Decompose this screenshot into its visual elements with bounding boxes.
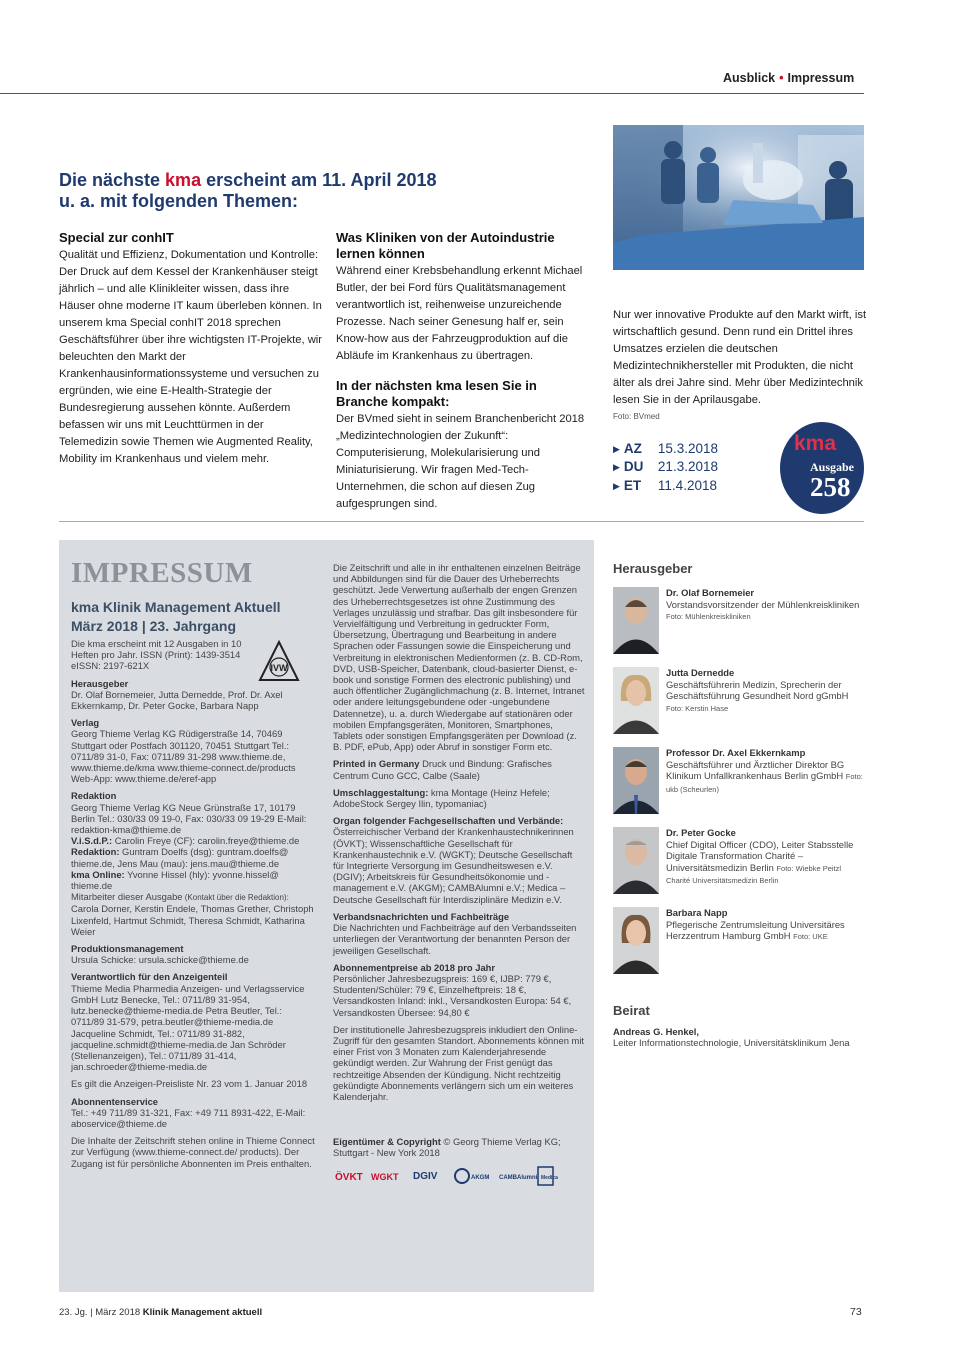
block-heading: Verlag <box>71 717 100 729</box>
medica-logo: Medica <box>541 1175 558 1181</box>
inline-label: kma Online: <box>71 868 125 880</box>
article-body: Der BVmed sieht in seinem Branchenbericht 2018 „Medizintechnologien der Zukunft“: Computerisierung, Molekularisierung und Miniaturisierung. Wir fragen Med-Tech-Unternehmen, die schon auf diesen Zug aufgesprungen sind. <box>336 413 585 510</box>
person-name: Barbara Napp <box>666 907 728 918</box>
article-title: In der nächsten kma lesen Sie in Branche kompakt: <box>336 378 537 409</box>
top-rule <box>0 93 864 94</box>
herausgeber-heading: Herausgeber <box>613 561 693 576</box>
person-name: Dr. Peter Gocke <box>666 827 736 838</box>
portrait-photo <box>613 587 659 654</box>
date-value: 21.3.2018 <box>657 459 718 474</box>
date-code: DU <box>623 459 644 474</box>
headline-post: erscheint am 11. April 2018 <box>201 170 437 190</box>
inline-label: Eigentümer & Copyright <box>333 1136 441 1148</box>
block-heading: Redaktion <box>71 790 117 802</box>
portrait-photo <box>613 827 659 894</box>
block-text: Carola Dorner, Kerstin Endele, Thomas Grether, Christoph Lixenfeld, Hartmut Schmidt, Theresa Schmidt, Katharina Weier <box>71 903 314 937</box>
block-text: Georg Thieme Verlag KG Rüdigerstraße 14, 70469 Stuttgart oder Postfach 301120, 70451 Stuttgart Tel.: 0711/89 31-0, Fax: 0711/89 31-298 www.thieme.de, www.thieme.de/kma www.thieme-connect.de/products Web-App: www.thieme.de/eref-app <box>71 728 296 785</box>
ivw-text: IVW <box>270 663 288 673</box>
inline-text: © Georg Thieme Verlag KG; Stuttgart - New York 2018 <box>333 1136 561 1159</box>
person-role: Pflegerische Zentrumsleitung Universitäres Herzzentrum Hamburg GmbH <box>666 918 845 941</box>
block-text: Die Zeitschrift und alle in ihr enthaltenen einzelnen Beiträge und Abbildungen sind für die Dauer des Urheberrechts geschützt. Jede Verwertung außerhalb der engen Grenzen des Urheberrechtsgesetzes ist ohne Zustimmung des Verlages unzulässig und strafbar. Das gilt insbesondere für Vervielfältigung und Verbreitung in gedruckter Form, Übersetzung, Übertragung und Bearbeitung in andere Sprachen oder Fassungen sowie die Einspeicherung und Verbreitung in elektronischen Medienformen (z. B. CD-Rom, DVD, USB-Speicher, Datenbank, cloud-basierter Dienst, e-book und sonstige Formen des electronic publishing) und auch öffentlicher Zugänglichmachung (z. B. Internet, Intranet oder andere leitungsgebundene oder -ungebundene Datennetze), u. a. durch Wiedergabe auf stationären oder mobilen Empfangsgeräten, Monitoren, Smartphones, Tablets oder sonstigen Empfangsgeräten per Download (z. B. PDF, ePub, App) oder Abruf in sonstiger Form etc. <box>333 562 585 753</box>
impressum-column-1 <box>71 638 316 1169</box>
date-value: 11.4.2018 <box>657 478 717 493</box>
block-text: Es gilt die Anzeigen-Preisliste Nr. 23 vom 1. Januar 2018 <box>71 1078 308 1090</box>
impressum-title: IMPRESSUM <box>71 557 253 589</box>
akgm-logo: AKGM <box>471 1175 490 1181</box>
section-divider <box>59 521 864 522</box>
block-text: Tel.: +49 711/89 31-321, Fax: +49 711 8931-422, E-Mail: aboservice@thieme.de <box>71 1106 306 1129</box>
footer-issue-text: 23. Jg. | März 2018 <box>59 1307 143 1318</box>
block-heading: Abonnementpreise ab 2018 pro Jahr <box>333 961 496 973</box>
operating-room-photo <box>613 125 864 270</box>
block-text: Ursula Schicke: ursula.schicke@thieme.de <box>71 954 249 966</box>
beirat-text <box>613 1026 853 1048</box>
person-role: Geschäftsführerin Medizin, Sprecherin der Geschäftsführung Gesundheit Nord gGmbH <box>666 678 849 701</box>
photo-credit: Foto: Kerstin Hase <box>666 703 729 713</box>
block-text: Die Inhalte der Zeitschrift stehen online in Thieme Connect zur Verfügung (www.thieme-connect.de/ products). Der Zugang ist für persönliche Abonnenten im Preis enthalten. <box>71 1135 315 1169</box>
date-row <box>613 441 733 456</box>
article-conhit <box>59 230 324 468</box>
date-row <box>613 459 733 474</box>
portrait-photo <box>613 667 659 734</box>
inline-text: Carolin Freye (CF): carolin.freye@thieme.de <box>112 835 300 847</box>
article-autoindustrie <box>336 230 588 513</box>
beirat-role: Leiter Informationstechnologie, Universitätsklinikum Jena <box>613 1037 850 1049</box>
triangle-icon: ▶ <box>613 462 620 472</box>
block-heading: Verbandsnachrichten und Fachbeiträge <box>333 910 510 922</box>
article-body: Während einer Krebsbehandlung erkennt Michael Butler, der bei Ford fürs Qualitätsmanagement verantwortlich ist, reihenweise unzureichende Prozesse. Nach seiner Genesung half er, sein Know-how aus der Fahrzeugproduktion auf die Abläufe im Krankenhaus zu übertragen. <box>336 265 583 362</box>
article-title: Was Kliniken von der Autoindustrie lernen können <box>336 230 555 261</box>
cambalumni-logo: CAMBAlumni <box>499 1175 538 1181</box>
issue-badge <box>780 422 864 514</box>
section-label: Ausblick <box>723 71 776 85</box>
badge-number: 258 <box>810 472 851 502</box>
article-title: Special zur conhIT <box>59 230 174 245</box>
separator-dot: • <box>779 71 784 85</box>
photo-credit: Foto: BVmed <box>613 412 660 421</box>
date-value: 15.3.2018 <box>657 441 718 456</box>
impressum-column-2 <box>333 562 585 1159</box>
block-text: Thieme Media Pharmedia Anzeigen- und Verlagsservice GmbH Lutz Benecke, Tel.: 0711/89 31-954, lutz.benecke@thieme-media.de Petra Beutler, Tel.: 0711/89 31-579, petra.beutler@thieme-media.de Jacqueline Schmidt, Tel.: 0711/89 31-882, jacqueline.schmidt@thieme-media.de Jan Schröder (Stellenanzeigen), Tel.: 0711/89 31-414, jan.schroeder@thieme-media.de <box>71 982 305 1073</box>
inline-label: Redaktion: <box>71 846 120 858</box>
block-text: Die Nachrichten und Fachbeiträge auf den Verbandsseiten unterliegen der Verantwortung der benannten Person der jeweiligen Gesellschaft. <box>333 922 577 956</box>
photo-credit: Foto: UKE <box>793 932 828 941</box>
inline-label: Printed in Germany <box>333 758 420 770</box>
inline-note: (Kontakt über die Redaktion): <box>182 893 289 903</box>
footer-magazine: Klinik Management aktuell <box>142 1307 263 1318</box>
badge-brand: kma <box>794 432 837 455</box>
person-role: Vorstandsvorsitzender der Mühlenkreiskliniken <box>666 598 860 610</box>
triangle-icon: ▶ <box>613 481 620 491</box>
photo-credit: Foto: ukb (Scheurlen) <box>666 772 863 794</box>
inline-label: Umschlaggestaltung: <box>333 786 429 798</box>
portrait-photo <box>613 747 659 814</box>
person-name: Jutta Dernedde <box>666 667 735 678</box>
person-role: Chief Digital Officer (CDO), Leiter Stabsstelle Digitale Transformation Charité – Universitätsmedizin Berlin <box>666 838 854 873</box>
block-heading: Produktionsmanagement <box>71 943 184 955</box>
block-text: Georg Thieme Verlag KG Neue Grünstraße 17, 10179 Berlin Tel.: 030/33 09 19-0, Fax: 030/33 09 19-29 E-Mail: redaktion-kma@thieme.de <box>71 801 307 836</box>
ovkt-logo: ÖVKT <box>335 1172 363 1183</box>
block-text: Der institutionelle Jahresbezugspreis inkludiert den Online-Zugriff für den gesamten Standort. Abonnements können mit einer Frist von 3 Monaten zum Kalenderjahresende gekündigt werden. Zur Wahrung der Frist genügt das rechtzeitige Absenden der Kündigung. Nicht rechtzeitig gekündigte Abonnements verlängern sich um ein weiteres Kalenderjahr. <box>333 1023 585 1102</box>
person-role: Geschäftsführer und Ärztlicher Direktor BG Klinikum Unfallkrankenhaus Berlin gGmbH <box>666 758 845 781</box>
wgkt-logo: WGKT <box>371 1172 399 1182</box>
block-heading: Organ folgender Fachgesellschaften und Verbände: <box>333 815 564 827</box>
block-heading: Verantwortlich für den Anzeigenteil <box>71 971 228 983</box>
article-body: Qualität und Effizienz, Dokumentation und Kontrolle: Der Druck auf dem Kessel der Krankenhäuser steigt jährlich – und alle Klinikleiter wissen, dass ihre Häuser ohne moderne IT kaum überleben können. In unserem kma Special conhIT 2018 sprechen Geschäftsführer über ihre wichtigsten IT-Projekte, wir beleuchten den Markt der Krankenhausinformationssysteme und versuchen zu ergründen, wie eine E-Health-Strategie der Bundesregierung aussehen könnte. Außerdem befassen wir uns mit Leuchttürmen in der Telemedizin sowie Themen wie Augmented Reality, Mobility im Krankenhaus und vielem mehr. <box>59 249 323 465</box>
magazine-info <box>71 598 281 636</box>
date-code: ET <box>623 478 642 493</box>
date-code: AZ <box>623 441 642 456</box>
inline-text: Druck und Bindung: Grafisches Centrum Cuno GCC, Calbe (Saale) <box>333 758 552 781</box>
preview-headline <box>59 170 579 212</box>
association-logos <box>333 1166 563 1186</box>
headline-pre: Die nächste <box>59 170 166 190</box>
block-text: Österreichischer Verband der Krankenhaustechnikerinnen (ÖVKT); Wissenschaftliche Gesellschaft für Krankenhaustechnik e.V. (WGKT); Deutsche Gesellschaft für Integrierte Versorgung im Gesundheitswesen e.V. (DGIV); Arbeitskreis für Gesundheitsökonomie und -management e.V. (AKGM); CAMBAlumni e.V.; Medica – Deutsche Gesellschaft für Interdisziplinäre Medizin e.V. <box>333 826 574 905</box>
block-text: Persönlicher Jahresbezugspreis: 169 €, IJBP: 779 €, Studenten/Schüler: 79 €, Einzelheftpreis: 18 €, Versandkosten Inland: inkl., Versandkosten Europa: 54 €, Versandkosten Übersee: 94,80 € <box>333 972 572 1018</box>
block-text: Dr. Olaf Bornemeier, Jutta Dernedde, Prof. Dr. Axel Ekkernkamp, Dr. Peter Gocke, Barbara Napp <box>71 688 283 712</box>
person-name: Dr. Olaf Bornemeier <box>666 587 755 598</box>
inline-text: kma Montage (Heinz Hefele; AdobeStock Sergey Ilin, typomaniac) <box>333 786 550 810</box>
block-heading: Herausgeber <box>71 677 129 689</box>
running-header <box>723 71 854 85</box>
headline-brand: kma <box>165 170 202 190</box>
person-name: Professor Dr. Axel Ekkernkamp <box>666 747 806 758</box>
inline-label: V.i.S.d.P.: <box>71 835 113 847</box>
inline-text: Mitarbeiter dieser Ausgabe <box>71 891 183 903</box>
headline-line2: u. a. mit folgenden Themen: <box>59 191 299 211</box>
page-label: Impressum <box>787 71 855 85</box>
inline-text: Yvonne Hissel (hly): yvonne.hissel@ thieme.de <box>71 868 279 892</box>
photo-caption: Nur wer innovative Produkte auf den Markt wirft, ist wirtschaftlich gesund. Denn rund ein Drittel ihres Umsatzes erzielen die deutschen Medizintechnikhersteller mit Produkten, die nicht älter als drei Jahre sind. Mehr über Medizintechnik lesen Sie in der Aprilausgabe. <box>613 309 867 406</box>
portrait-photo <box>613 907 659 974</box>
date-row <box>613 478 733 493</box>
inline-text: Guntram Doelfs (dsg): guntram.doelfs@ thieme.de, Jens Mau (mau): jens.mau@thieme.de <box>71 846 289 869</box>
triangle-icon: ▶ <box>613 444 620 454</box>
beirat-name: Andreas G. Henkel, <box>613 1026 699 1037</box>
block-heading: Abonnentenservice <box>71 1095 159 1107</box>
dgiv-logo: DGIV <box>413 1171 438 1182</box>
badge-label: Ausgabe <box>810 460 855 474</box>
photo-credit: Foto: Mühlenkreiskliniken <box>666 612 751 621</box>
photo-credit: Foto: Wiebke Peitzl Charité Universitätsmedizin Berlin <box>666 863 842 885</box>
page-number: 73 <box>850 1306 862 1318</box>
magazine-issue: März 2018 | 23. Jahrgang <box>71 618 236 634</box>
intro-text: Die kma erscheint mit 12 Ausgaben in 10 Heften pro Jahr. ISSN (Print): 1439-3514 eISSN: 2197-621X <box>71 638 242 672</box>
magazine-name: kma Klinik Management Aktuell <box>71 599 281 615</box>
beirat-heading: Beirat <box>613 1003 650 1018</box>
footer-issue <box>59 1307 262 1318</box>
